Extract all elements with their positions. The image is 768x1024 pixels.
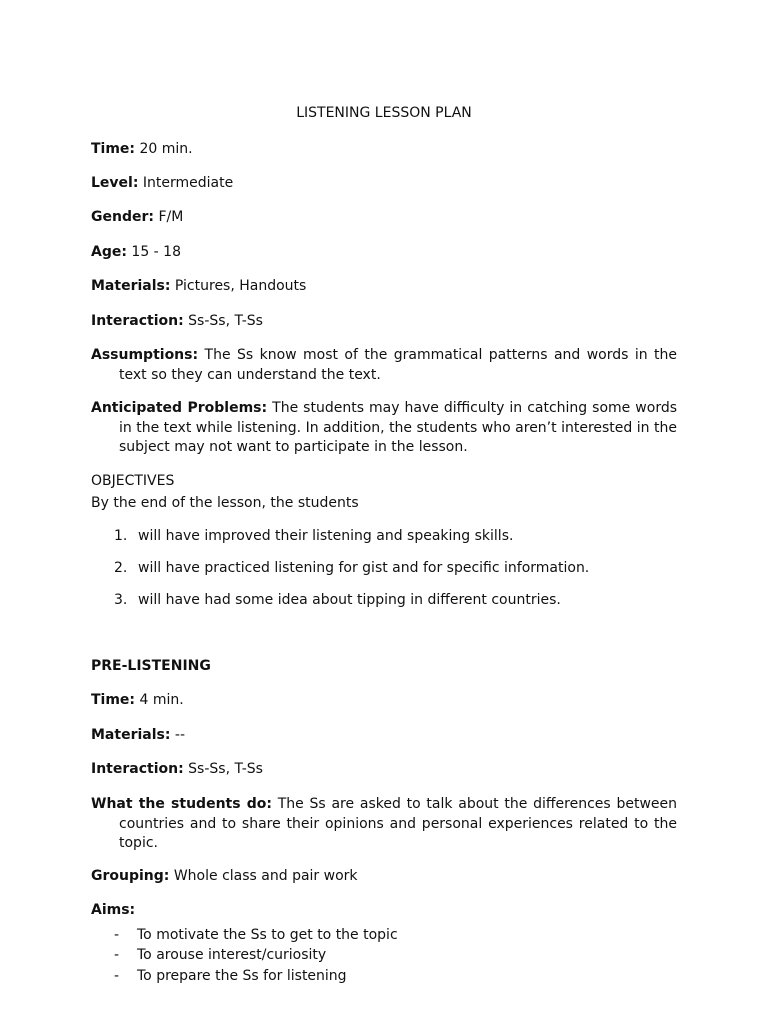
aims-label: Aims: [91,902,136,918]
time-label: Time: [91,141,136,157]
pre-listening-interaction-field [91,761,263,777]
interaction-label: Interaction: [91,313,184,329]
pre-listening-materials-field [91,727,185,743]
gender-label: Gender: [91,209,154,225]
pre-listening-interaction-label: Interaction: [91,761,184,777]
aim-text: To motivate the Ss to get to the topic [137,927,398,943]
objective-item [114,528,513,544]
grouping-label: Grouping: [91,868,170,884]
level-label: Level: [91,175,139,191]
materials-value: Pictures, Handouts [174,278,307,294]
materials-field [91,278,306,294]
assumptions-label: Assumptions: [91,347,199,363]
objective-number: 3. [114,592,128,608]
time-value: 20 min. [139,141,193,157]
age-label: Age: [91,244,127,260]
interaction-value: Ss-Ss, T-Ss [188,313,263,329]
objective-number: 1. [114,528,128,544]
pre-listening-time-field [91,692,184,708]
objectives-heading: OBJECTIVES [91,473,175,489]
aim-text: To prepare the Ss for listening [137,968,347,984]
students-do-paragraph [91,795,677,854]
aim-item [114,927,398,943]
grouping-field [91,868,358,884]
students-do-label: What the students do: [91,796,272,812]
level-field [91,175,233,191]
pre-listening-time-label: Time: [91,692,136,708]
objective-text: will have had some idea about tipping in different countries. [138,592,561,608]
aim-dash: - [114,927,120,943]
pre-listening-materials-label: Materials: [91,727,171,743]
aim-item [114,968,347,984]
objective-item [114,560,589,576]
anticipated-problems-paragraph [91,399,677,458]
students-do-text: The Ss are asked to talk about the differences between countries and to share their opinions and personal experiences related to the topic. [119,796,677,851]
assumptions-paragraph [91,346,677,385]
aim-dash: - [114,947,120,963]
assumptions-text: The Ss know most of the grammatical patterns and words in the text so they can understand the text. [119,347,678,383]
materials-label: Materials: [91,278,171,294]
pre-listening-interaction-value: Ss-Ss, T-Ss [188,761,263,777]
objective-number: 2. [114,560,128,576]
objective-text: will have practiced listening for gist and for specific information. [138,560,590,576]
aim-text: To arouse interest/curiosity [137,947,327,963]
pre-listening-heading: PRE-LISTENING [91,658,211,674]
aim-dash: - [114,968,120,984]
objectives-intro: By the end of the lesson, the students [91,495,359,511]
objective-text: will have improved their listening and speaking skills. [138,528,514,544]
grouping-value: Whole class and pair work [173,868,358,884]
aim-item [114,947,326,963]
anticipated-problems-text: The students may have difficulty in catching some words in the text while listening. In addition, the students who aren’t interested in the subject may not want to participate in the lesson. [119,400,678,455]
level-value: Intermediate [142,175,234,191]
gender-value: F/M [158,209,184,225]
age-field [91,244,181,260]
pre-listening-materials-value: -- [174,727,186,743]
objective-item [114,592,561,608]
time-field [91,141,193,157]
pre-listening-time-value: 4 min. [139,692,184,708]
interaction-field [91,313,263,329]
age-value: 15 - 18 [131,244,181,260]
gender-field [91,209,183,225]
anticipated-problems-label: Anticipated Problems: [91,400,268,416]
page-title: LISTENING LESSON PLAN [296,105,472,121]
